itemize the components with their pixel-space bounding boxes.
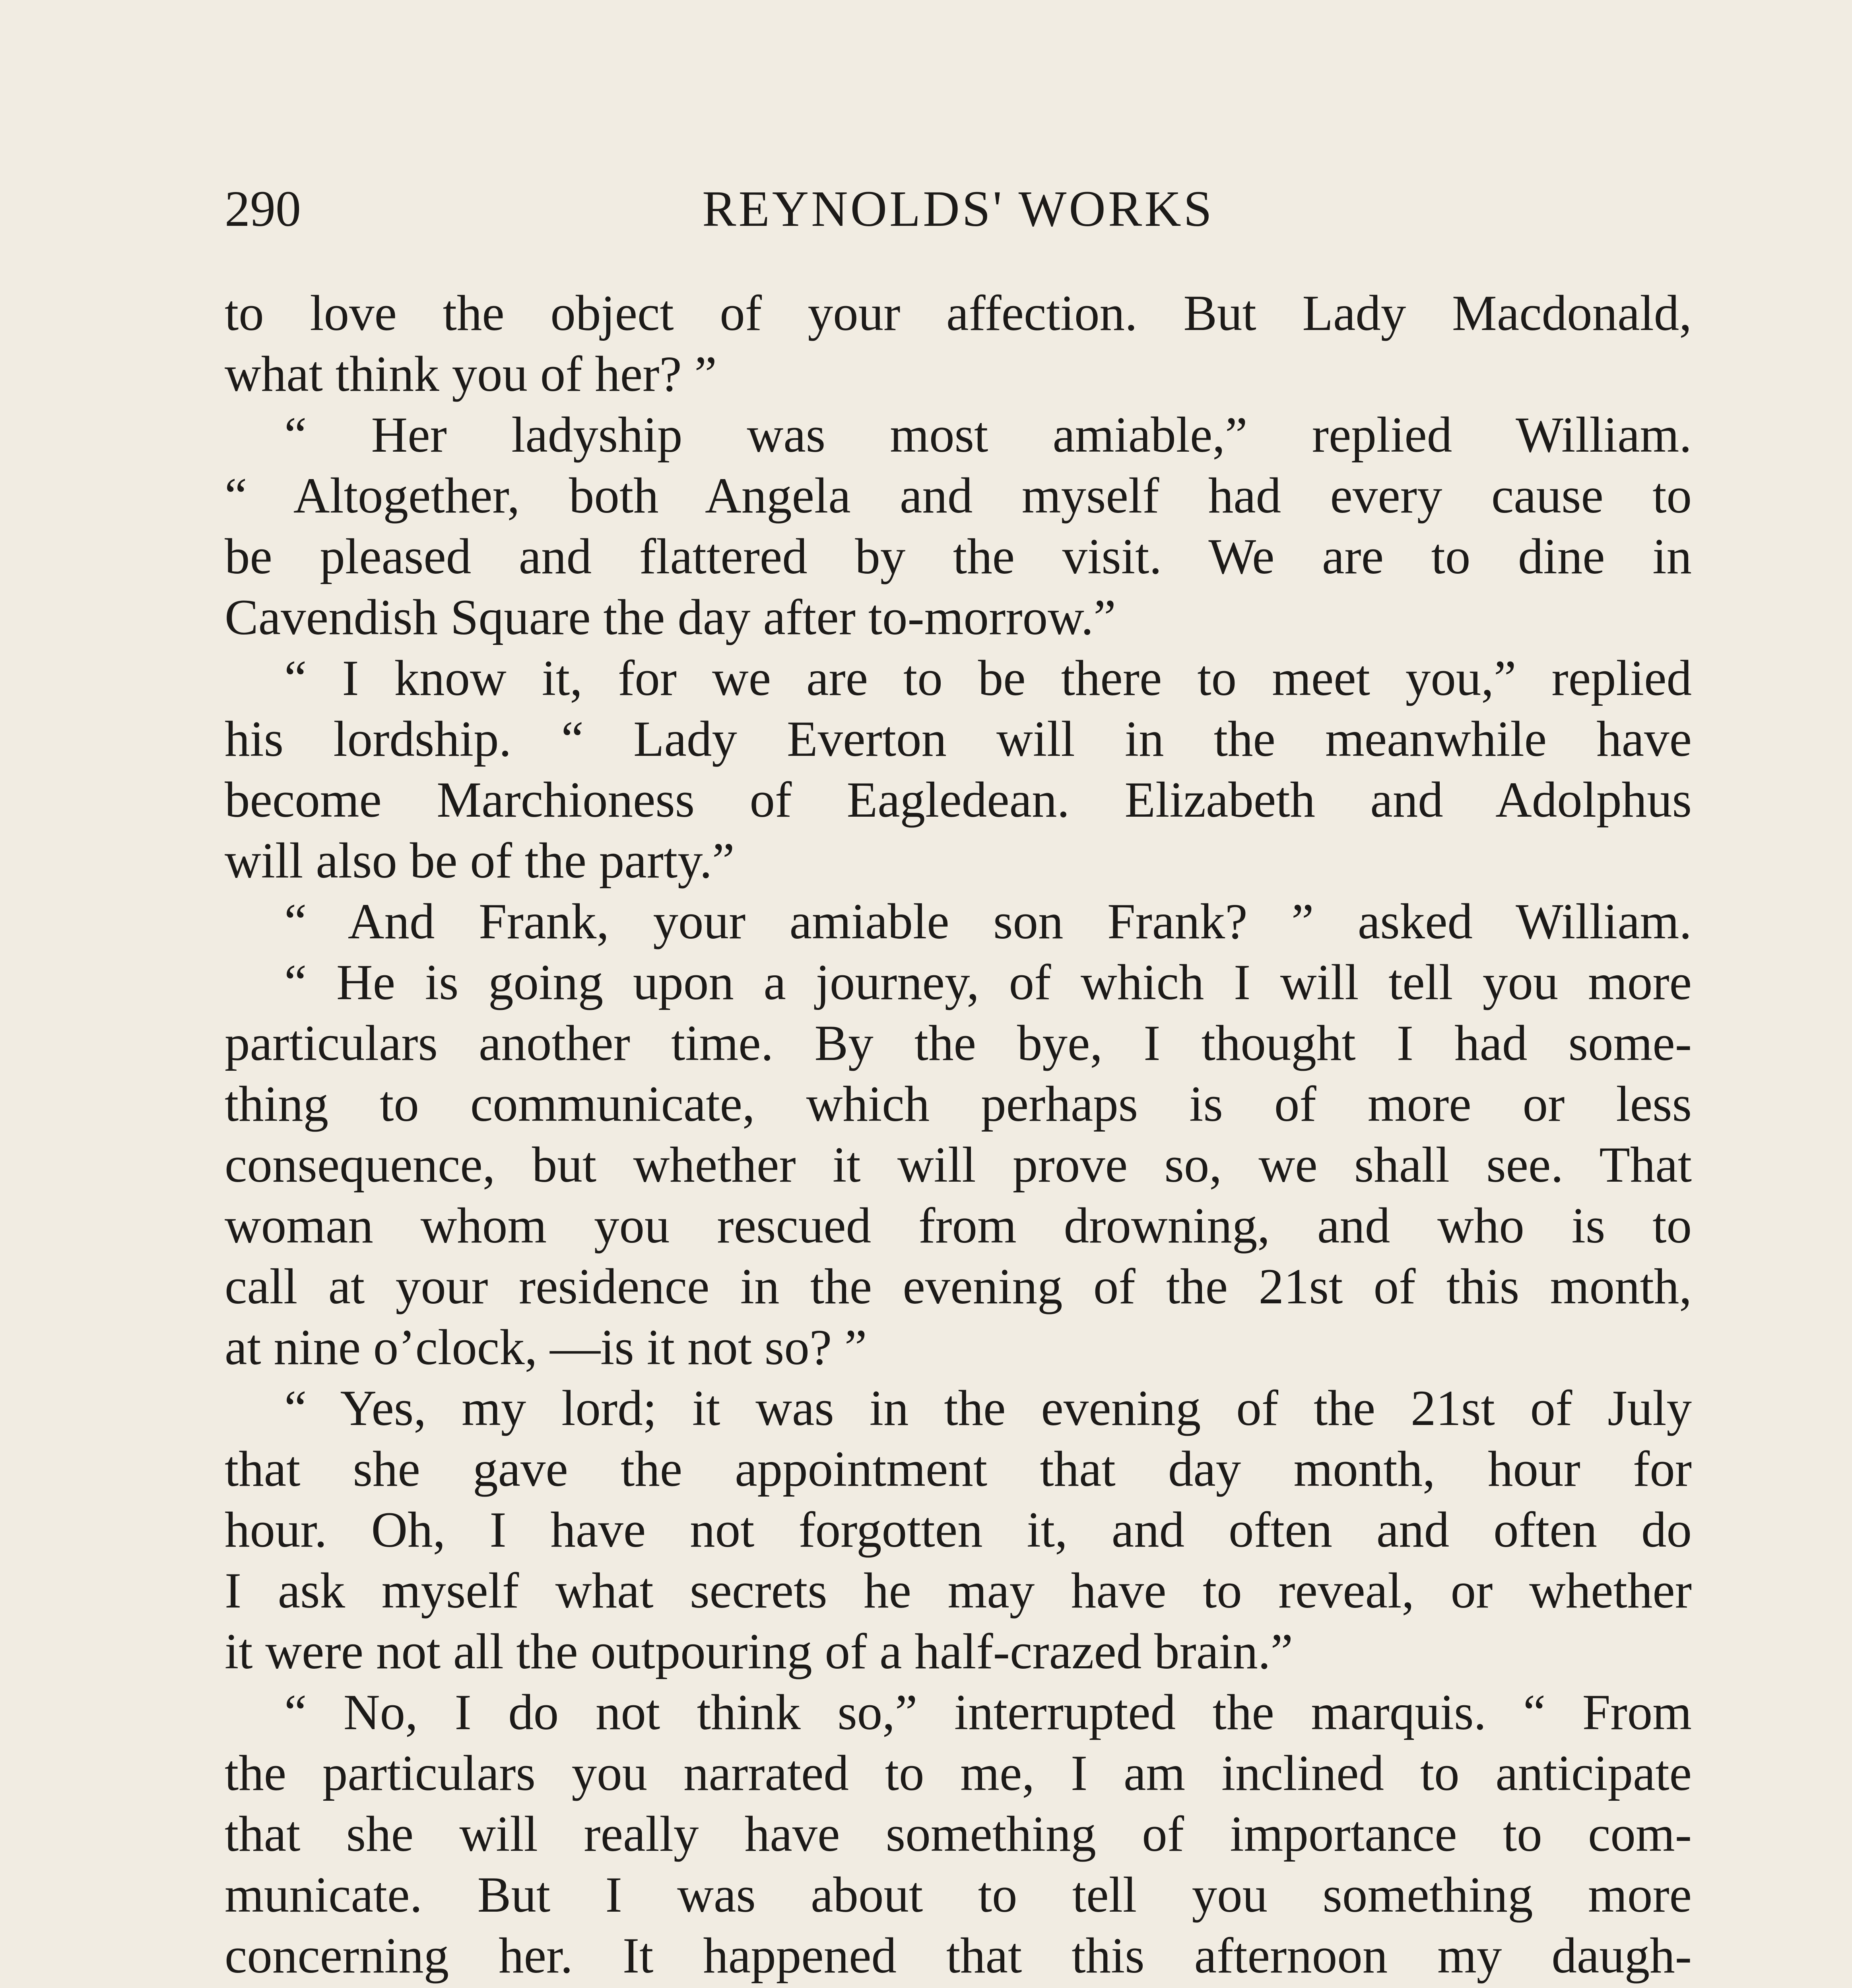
text-line: that she gave the appointment that day month, hour for	[225, 1441, 1692, 1497]
text-line: will also be of the party.”	[225, 833, 735, 889]
text-line	[225, 1986, 1692, 1988]
text-line: “ And Frank, your amiable son Frank? ” asked William.	[284, 894, 1692, 949]
text-line: become Marchioness of Eagledean. Elizabeth and Adolphus	[225, 772, 1692, 828]
text-line: woman whom you rescued from drowning, and who is to	[225, 1198, 1692, 1254]
text-line: be pleased and flattered by the visit. We are to dine in	[225, 529, 1692, 584]
text-line: thing to communicate, which perhaps is of more or less	[225, 1076, 1692, 1132]
text-line: hour. Oh, I have not forgotten it, and often and often do	[225, 1502, 1692, 1558]
text-line: “ He is going upon a journey, of which I will tell you more	[284, 955, 1692, 1010]
text-line: what think you of her? ”	[225, 346, 717, 402]
text-line: “ Yes, my lord; it was in the evening of the 21st of July	[284, 1380, 1692, 1436]
text-line: at nine o’clock, —is it not so? ”	[225, 1320, 867, 1375]
text-line: consequence, but whether it will prove so, we shall see. That	[225, 1137, 1692, 1193]
text-line: “ Her ladyship was most amiable,” replied William.	[284, 407, 1692, 463]
text-line: “ I know it, for we are to be there to meet you,” replied	[284, 650, 1692, 706]
text-line: municate. But I was about to tell you something more	[225, 1867, 1692, 1923]
page-number: 290	[225, 181, 301, 237]
text-line: it were not all the outpouring of a half-crazed brain.”	[225, 1624, 1293, 1679]
text-line: the particulars you narrated to me, I am inclined to anticipate	[225, 1745, 1692, 1801]
page-header	[225, 180, 1692, 251]
text-line: Cavendish Square the day after to-morrow.”	[225, 590, 1116, 645]
text-line: particulars another time. By the bye, I thought I had some-	[225, 1015, 1692, 1071]
text-line: “ Altogether, both Angela and myself had every cause to	[225, 468, 1692, 524]
body-text	[225, 283, 1692, 1988]
text-line: his lordship. “ Lady Everton will in the meanwhile have	[225, 711, 1692, 767]
text-line: that she will really have something of importance to com-	[225, 1806, 1692, 1862]
running-head: REYNOLDS' WORKS	[702, 181, 1214, 237]
text-line: I ask myself what secrets he may have to reveal, or whether	[225, 1563, 1692, 1619]
text-line: to love the object of your affection. But Lady Macdonald,	[225, 285, 1692, 341]
text-line: “ No, I do not think so,” interrupted the marquis. “ From	[284, 1685, 1692, 1740]
text-line: call at your residence in the evening of the 21st of this month,	[225, 1259, 1692, 1314]
text-line: concerning her. It happened that this afternoon my daugh-	[225, 1928, 1692, 1984]
